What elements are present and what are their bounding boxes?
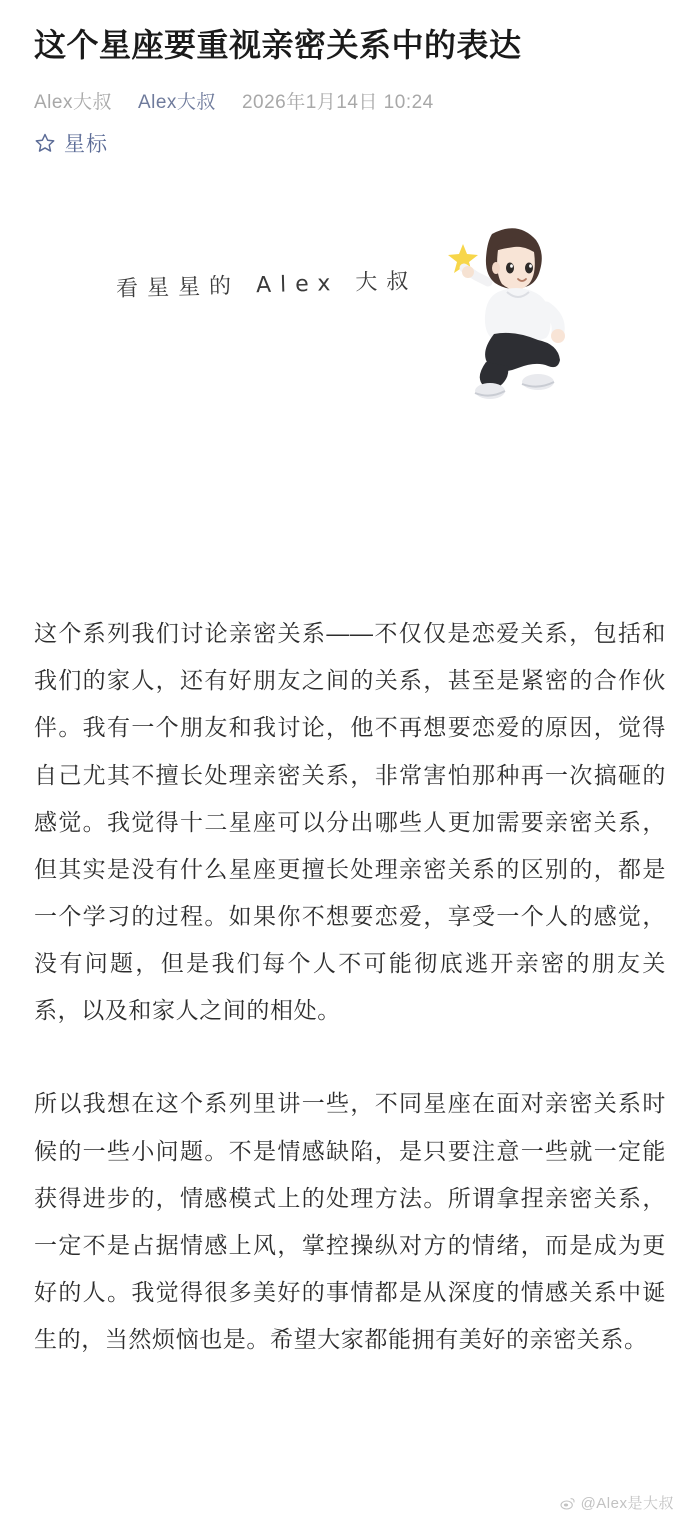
handwritten-caption: 看星星的 Alex 大叔 — [115, 269, 418, 303]
article-container — [0, 24, 700, 1363]
star-button-label: 星标 — [64, 133, 108, 157]
hero-image — [34, 216, 666, 546]
article-meta — [34, 87, 666, 114]
account-link[interactable]: Alex大叔 — [137, 92, 216, 114]
watermark-text: @Alex是大叔 — [580, 1495, 674, 1512]
page-title: 这个星座要重视亲密关系中的表达 — [34, 27, 522, 63]
boy-with-star-illustration — [406, 216, 586, 416]
paragraph-2: 所以我想在这个系列里讲一些，不同星座在面对亲密关系时候的一些小问题。不是情感缺陷，是只要注意一些就一定能获得进步的，情感模式上的处理方法。所谓拿捏亲密关系，一定不是占据情感上风，掌控操纵对方的情绪，而是成为更好的人。我觉得很多美好的事情都是从深度的情感关系中诞生的，当然烦恼也是。希望大家都能拥有美好的亲密关系。 — [34, 1090, 666, 1353]
star-button[interactable] — [34, 128, 666, 158]
article-body — [34, 610, 666, 1363]
paragraph-1: 这个系列我们讨论亲密关系——不仅仅是恋爱关系，包括和我们的家人，还有好朋友之间的关系，甚至是紧密的合作伙伴。我有一个朋友和我讨论，他不再想要恋爱的原因，觉得自己尤其不擅长处理亲密关系，非常害怕那种再一次搞砸的感觉。我觉得十二星座可以分出哪些人更加需要亲密关系，但其实是没有什么星座更擅长处理亲密关系的区别的，都是一个学习的过程。如果你不想要恋爱，享受一个人的感觉，没有问题，但是我们每个人不可能彻底逃开亲密的朋友关系，以及和家人之间的相处。 — [34, 620, 666, 1024]
publish-date: 2026年1月14日 10:24 — [241, 92, 434, 114]
star-outline-icon — [34, 132, 56, 154]
author-name: Alex大叔 — [34, 92, 112, 114]
